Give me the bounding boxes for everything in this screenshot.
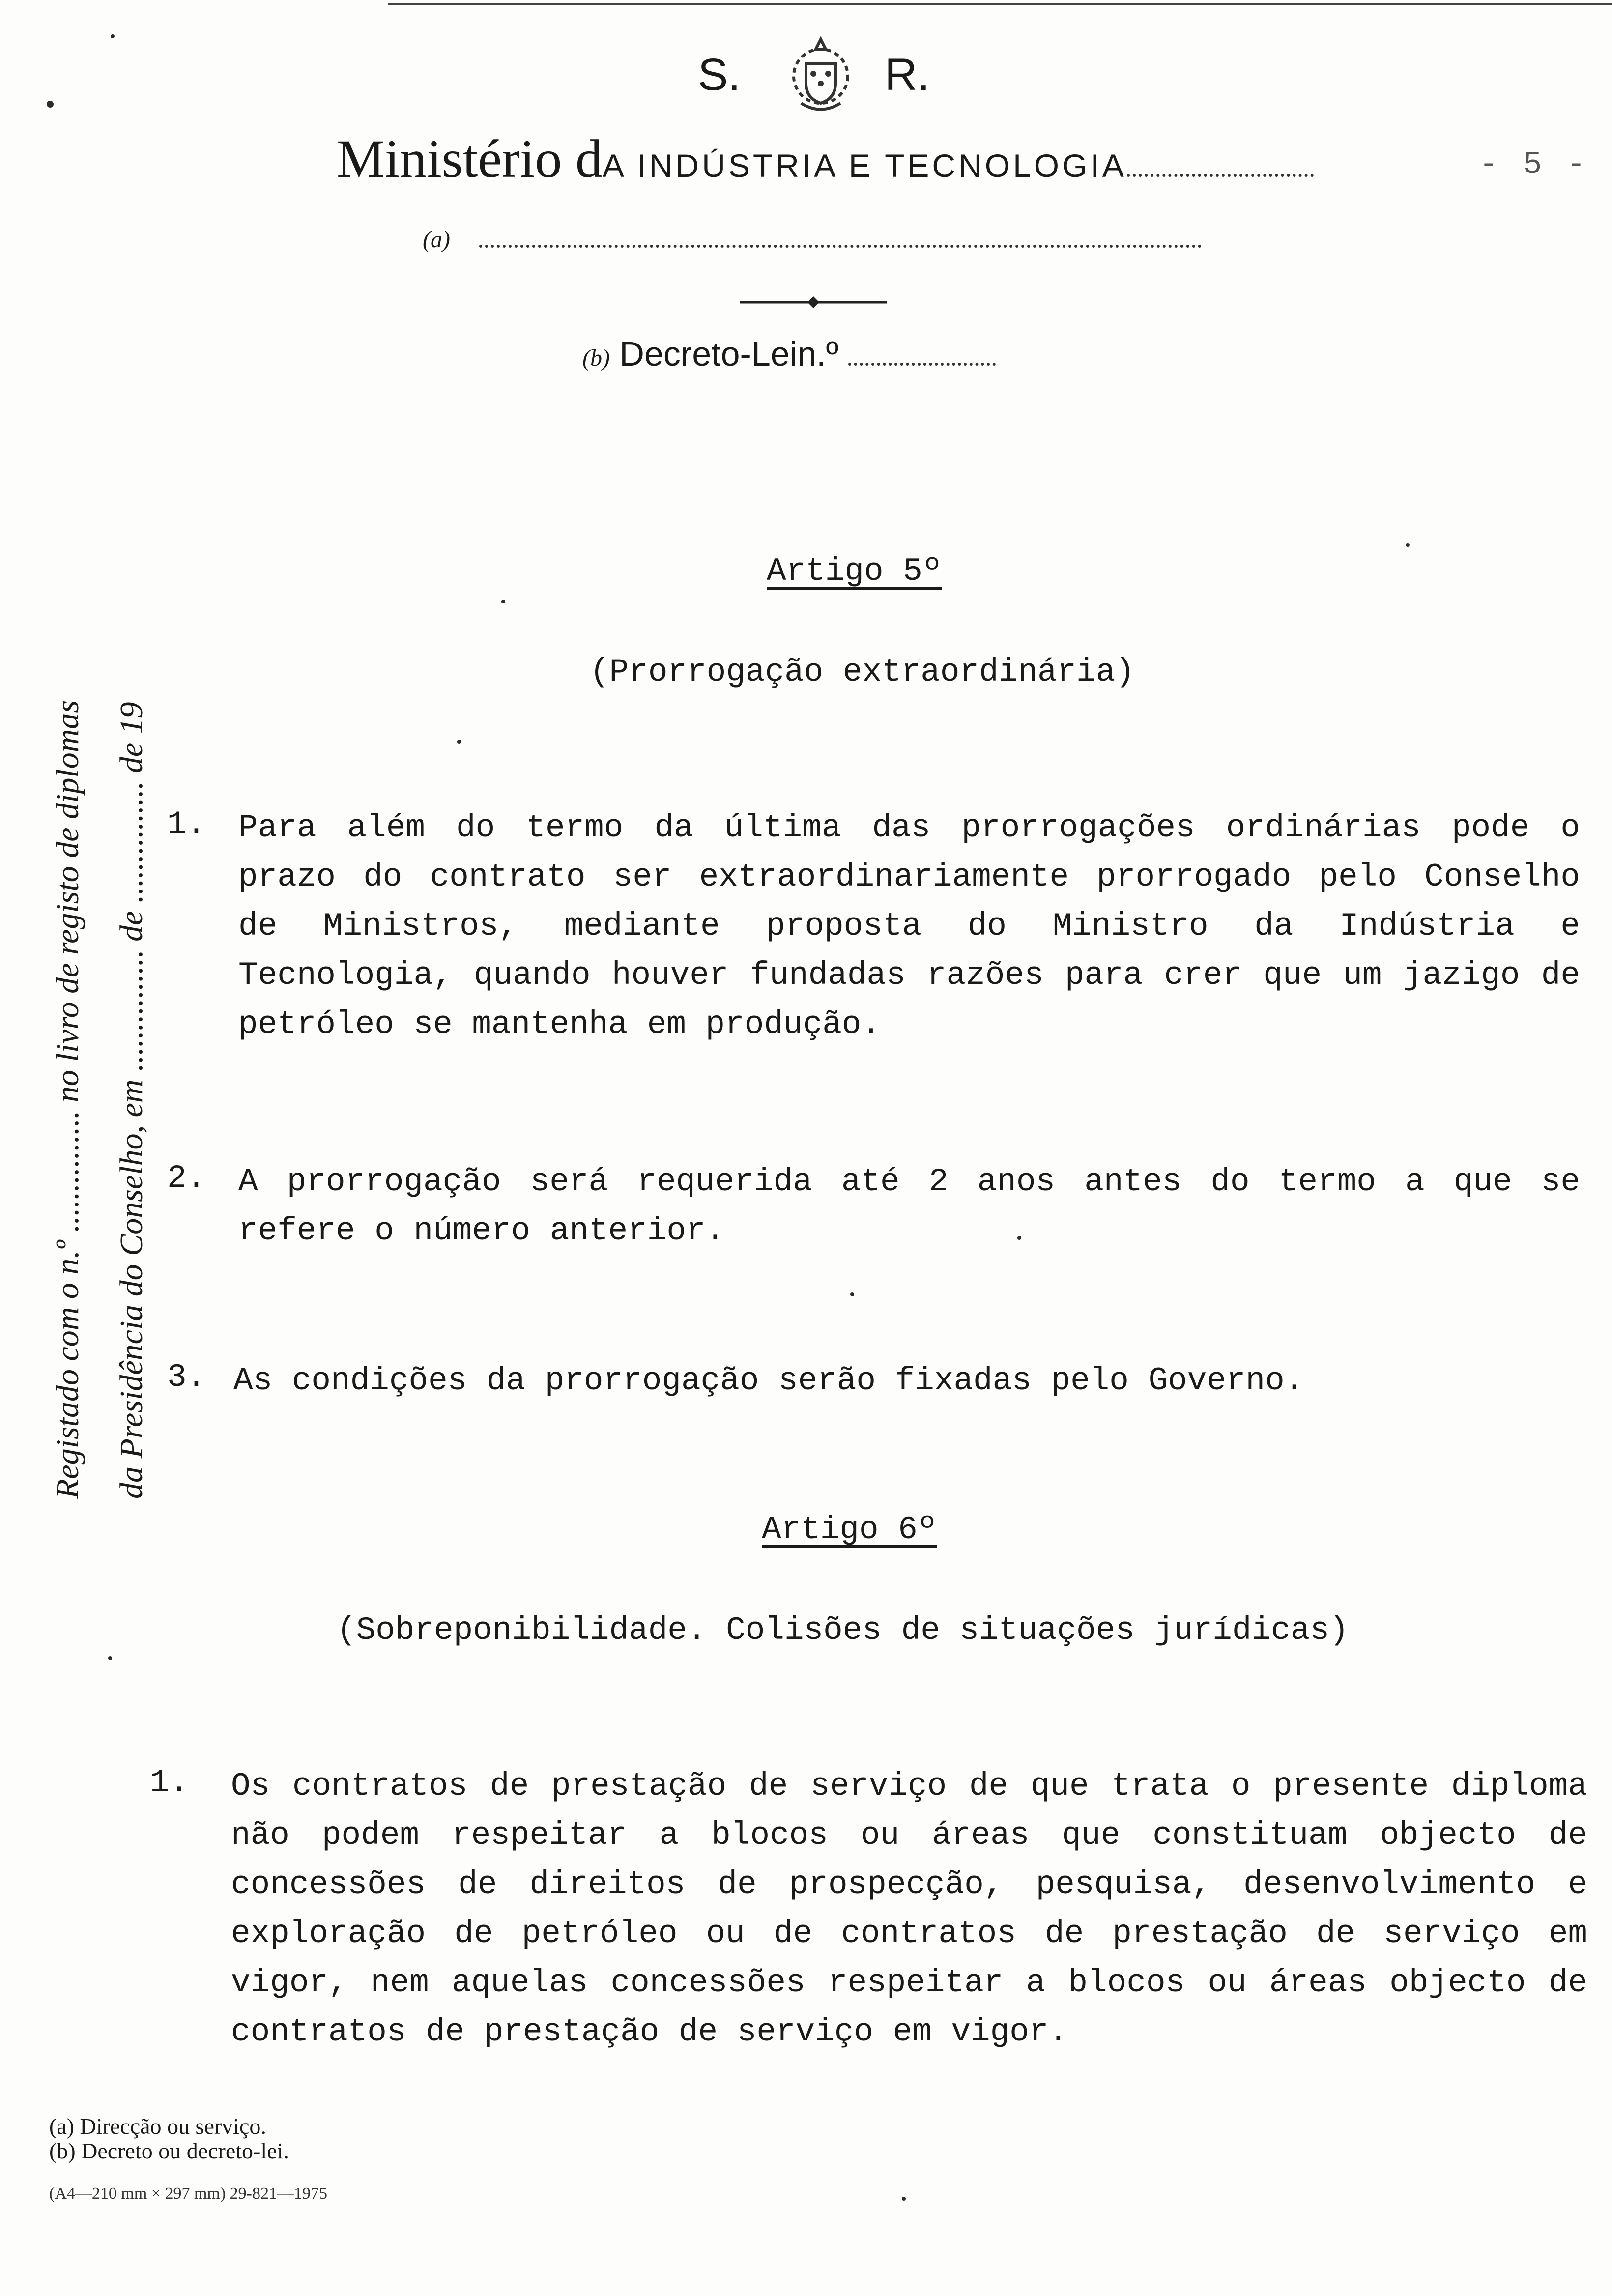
article-5-paragraph-1-text: Para além do termo da última das prorrogações ordinárias pode o prazo do contrato ser extraordinariamente prorrogado pelo Conselho de Ministros, mediante proposta do Ministro da Indústria e Tecnologia, quando houver fundadas razões para crer que um jazigo de petróleo se mantenha em produção. [238, 809, 1580, 1043]
article-6-paragraph-1-text: Os contratos de prestação de serviço de que trata o presente diploma não podem respeitar a blocos ou áreas que constituam objecto de concessões de direitos de prospecção, pesquisa, desenvolvimento e exploração de petróleo ou de contratos de prestação de serviço em vigor, nem aquelas concessões respeitar a blocos ou áreas objecto de contratos de prestação de serviço em vigor. [231, 1768, 1587, 2050]
scan-speck [1017, 1236, 1021, 1240]
article-5-paragraph-2-number: 2. [167, 1160, 206, 1197]
article-6-subtitle: (Sobreponibilidade. Colisões de situações jurídicas) [337, 1612, 1349, 1649]
footnote-a: (a) Direcção ou serviço. [49, 2114, 266, 2139]
ornament-separator [740, 295, 887, 310]
article-5-subtitle: (Prorrogação extraordinária) [590, 654, 1135, 690]
direction-mark: (a) [423, 227, 450, 253]
ministry-fill-line [1127, 174, 1314, 177]
article-5-paragraph-3-text: As condições da prorrogação serão fixadas pelo Governo. [233, 1362, 1304, 1399]
scan-speck [47, 101, 54, 108]
direction-fill-line [479, 245, 1202, 248]
ministry-department: A INDÚSTRIA E TECNOLOGIA [602, 147, 1127, 184]
emblem-right-letter: R. [885, 50, 930, 100]
article-5-paragraph-3-number: 3. [167, 1359, 206, 1396]
scan-speck [111, 34, 115, 38]
emblem [698, 29, 993, 118]
registration-line-1: Registado com o n.º ............... no livro de registo de diplomas [50, 700, 86, 1499]
decree-line [582, 334, 996, 373]
decree-mark: (b) [582, 345, 610, 371]
decree-fill-line [848, 363, 996, 366]
article-5-title: Artigo 5º [767, 553, 942, 590]
coat-of-arms-icon [772, 29, 870, 118]
registration-line-2: da Presidência do Conselho, em ............... de ............... de 19 [114, 702, 149, 1499]
article-5-paragraph-2-text: A prorrogação será requerida até 2 anos antes do termo a que se refere o número anterior. [238, 1163, 1580, 1249]
scan-speck [850, 1292, 854, 1296]
article-6-paragraph-1-number: 1. [150, 1764, 189, 1801]
scan-speck [1406, 543, 1410, 547]
form-reference: (A4—210 mm × 297 mm) 29-821—1975 [49, 2184, 327, 2203]
scan-speck [902, 2197, 906, 2201]
registration-margin [39, 541, 167, 1499]
scan-speck [108, 1656, 112, 1660]
emblem-left-letter: S. [698, 50, 741, 100]
decree-label: Decreto-Lein.º [619, 335, 839, 373]
top-rule [388, 3, 1612, 5]
scan-speck [457, 740, 461, 744]
ministry-prefix: Ministério d [337, 129, 603, 189]
ministry-title [337, 128, 1314, 190]
article-6-title: Artigo 6º [762, 1511, 937, 1548]
scan-speck [501, 600, 505, 603]
footnote-b: (b) Decreto ou decreto-lei. [49, 2138, 289, 2163]
article-5-paragraph-1-number: 1. [167, 806, 206, 843]
page-number: - 5 - [1479, 147, 1589, 183]
